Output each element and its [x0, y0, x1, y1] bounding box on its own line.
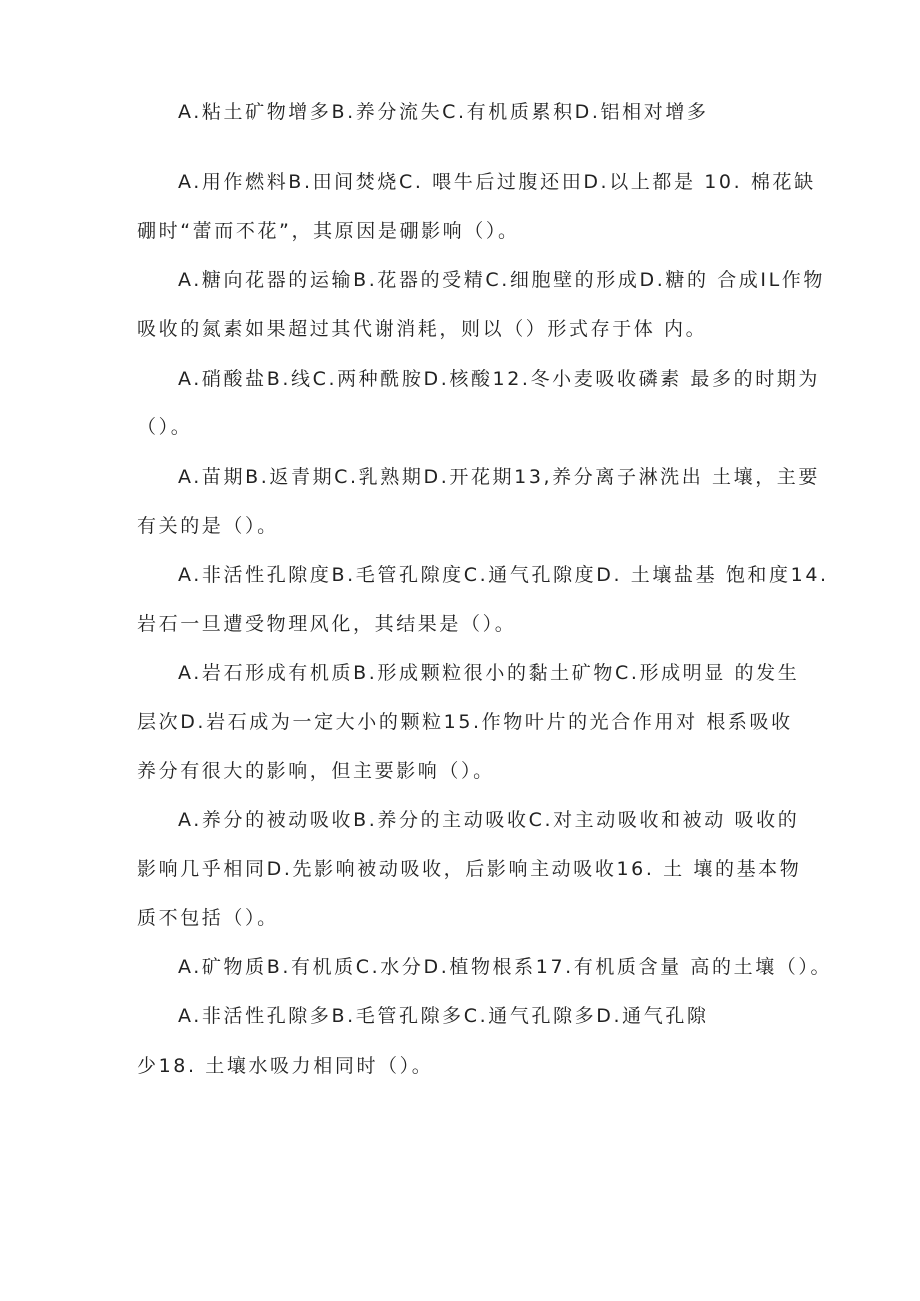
text-line: 质不包括（）。 [137, 907, 279, 929]
text-line: 层次D.岩石成为一定大小的颗粒15.作物叶片的光合作用对 根系吸收 [137, 711, 793, 733]
text-line: （）。 [137, 416, 193, 438]
text-line: 影响几乎相同D.先影响被动吸收，后影响主动吸收16. 土 壤的基本物 [137, 858, 802, 880]
text-line: A.糖向花器的运输B.花器的受精C.细胞壁的形成D.糖的 合成IL作物 [178, 269, 825, 291]
text-line: A.养分的被动吸收B.养分的主动吸收C.对主动吸收和被动 吸收的 [178, 809, 800, 831]
text-line: 有关的是（）。 [137, 515, 279, 537]
text-line: A.非活性孔隙度B.毛管孔隙度C.通气孔隙度D. 土壤盐基 饱和度14. [178, 564, 829, 586]
text-line: A.用作燃料B.田间焚烧C. 喂牛后过腹还田D.以上都是 10. 棉花缺 [178, 171, 816, 193]
text-line: A.非活性孔隙多B.毛管孔隙多C.通气孔隙多D.通气孔隙 [178, 1005, 709, 1027]
text-line: A.矿物质B.有机质C.水分D.植物根系17.有机质含量 高的土壤（）。 [178, 956, 833, 978]
text-line: 岩石一旦遭受物理风化，其结果是（）。 [137, 613, 517, 635]
text-line: A.粘土矿物增多B.养分流失C.有机质累积D.铝相对增多 [178, 101, 709, 123]
text-line: A.硝酸盐B.线C.两种酰胺D.核酸12.冬小麦吸收磷素 最多的时期为 [178, 368, 821, 390]
text-line: A.苗期B.返青期C.乳熟期D.开花期13,养分离子淋洗出 土壤，主要 [178, 466, 821, 488]
text-line: 吸收的氮素如果超过其代谢消耗，则以（）形式存于体 内。 [137, 318, 708, 340]
text-line: A.岩石形成有机质B.形成颗粒很小的黏土矿物C.形成明显 的发生 [178, 662, 800, 684]
text-line: 少18. 土壤水吸力相同时（）。 [137, 1055, 434, 1077]
text-line: 硼时“蕾而不花”，其原因是硼影响（）。 [137, 220, 520, 242]
text-line: 养分有很大的影响，但主要影响（）。 [137, 760, 495, 782]
